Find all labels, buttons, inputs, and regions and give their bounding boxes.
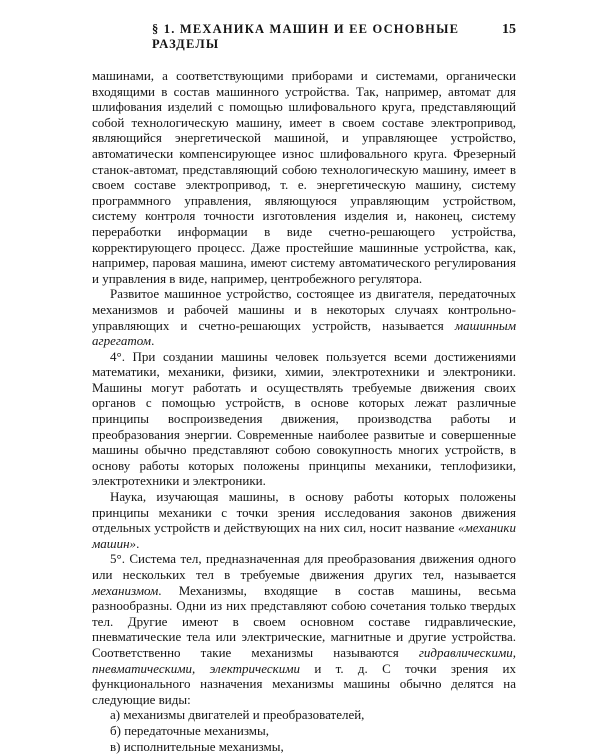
paragraph-4-end: . [136, 535, 140, 551]
list-item: в) исполнительные механизмы, [110, 738, 284, 754]
term-machine-mechanics: «механики машин» [92, 520, 516, 551]
list-item: а) механизмы двигателей и преобразователей, [110, 707, 365, 723]
paragraph-5-part-a: 5°. Система тел, предназначенная для преобразования движения одного или нескольких тел в требуемые движения других тел, называется [92, 551, 516, 582]
paragraph-4-text: Наука, изучающая машины, в основу работы которых положены принципы механики с точки зрения исследования законов движения отдельных устройств и действующих на них сил, носит название [92, 489, 516, 536]
term-mechanism-types: гидравлическими, пневматическими, электрическими [92, 644, 516, 676]
section-title: § 1. МЕХАНИКА МАШИН И ЕЕ ОСНОВНЫЕ РАЗДЕЛЫ [152, 22, 460, 51]
running-header [92, 22, 516, 52]
page-number: 15 [502, 22, 516, 37]
term-machine-aggregate: машинным агрегатом [92, 317, 516, 349]
page-body [92, 68, 516, 754]
list-item: б) передаточные механизмы, [110, 722, 269, 738]
mechanism-types-list [92, 707, 516, 754]
paragraph-5-part-c: и т. д. С точки зрения их функционального назначения механизмы машины обычно делятся на следующие виды: [92, 660, 516, 707]
paragraph-5 [92, 551, 516, 707]
paragraph-1: машинами, а соответствующими приборами и системами, органически входящими в состав машинного устройства. Так, например, автомат для шлифования изделий с помощью шлифовального круга, представляющий собой технологическую машину, имеет в своем составе электропривод, являющийся энергетической машиной, и управляющее устройство, автоматически компенсирующее износ шлифовального круга. Фрезерный станок-автомат, представляющий собою технологическую машину, имеет в своем составе электропривод, т. е. энергетическую машину, систему программного управления, являющуюся управляющим устройством, систему контроля точности изготовления изделия и, наконец, систему переработки информации в виде счетно-решающего устройства, корректирующего процесс. Даже простейшие машинные устройства, как, например, паровая машина, имеют систему автоматического регулирования и управления в виде, например, центробежного регулятора. [92, 68, 516, 286]
paragraph-2-end: . [151, 333, 155, 349]
paragraph-2-text: Развитое машинное устройство, состоящее из двигателя, передаточных механизмов и рабочей машины и в некоторых случаях контрольно-управляющих и счетно-решающих устройств, называется [92, 286, 516, 333]
paragraph-3: 4°. При создании машины человек пользуется всеми достижениями математики, механики, физики, химии, электротехники и электроники. Машины могут работать и осуществлять требуемые движения своих органов с помощью устройств, в основе которых лежат различные принципы воспроизведения движения, производства работы и преобразования энергии. Современные наиболее развитые и совершенные машины обычно представляют собою совокупность многих устройств, в основу работы которых положены принципы механики, теплофизики, электротехники и электроники. [92, 348, 516, 489]
paragraph-5-part-b: . Механизмы, входящие в состав машины, весьма разнообразны. Одни из них представляют собою сочетания только твердых тел. Другие имеют в своем основном составе гидравлические, пневматические тела или электрические, магнитные и другие устройства. Соответственно такие механизмы называются [92, 582, 516, 660]
paragraph-2 [92, 286, 516, 348]
paragraph-4 [92, 489, 516, 551]
term-mechanism: механизмом [92, 582, 159, 598]
